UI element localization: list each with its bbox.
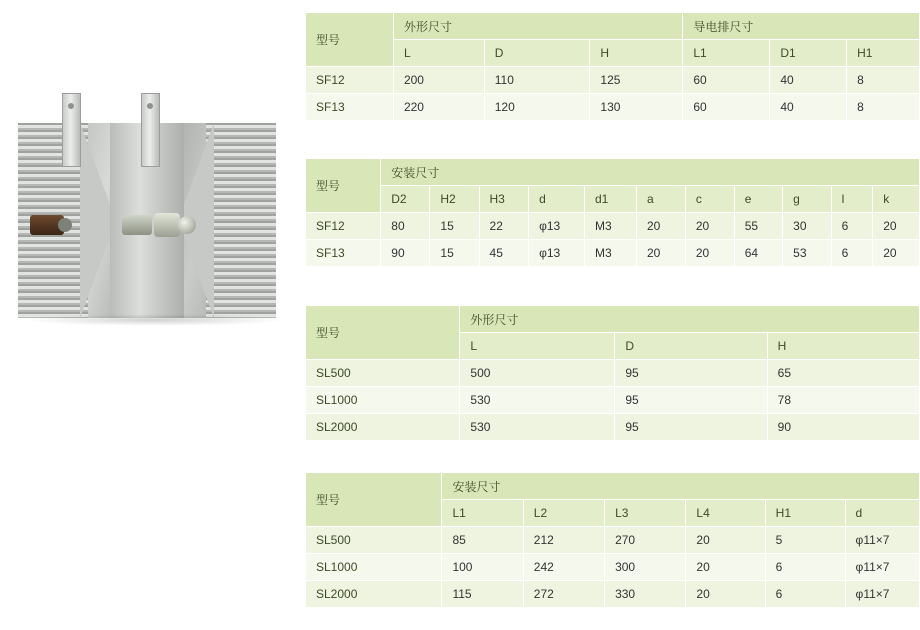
table-row — [306, 94, 920, 121]
table-row-subheader — [306, 40, 920, 67]
col-header-d: d — [845, 500, 919, 527]
cell-value: φ11×7 — [845, 527, 919, 554]
cell-value: φ11×7 — [845, 554, 919, 581]
cell-value: 53 — [783, 240, 831, 267]
table-row — [306, 67, 920, 94]
table-row-header — [306, 306, 920, 333]
col-header-l4: L4 — [686, 500, 765, 527]
col-header-l1: L1 — [442, 500, 523, 527]
heatsink-fins-right — [206, 123, 276, 318]
col-header-e: e — [734, 186, 782, 213]
col-header-c: c — [685, 186, 734, 213]
cell-value: 8 — [847, 67, 920, 94]
col-group-busbar: 导电排尺寸 — [683, 13, 920, 40]
cell-value: 5 — [765, 527, 845, 554]
col-header-l: L — [393, 40, 484, 67]
cell-value: 110 — [484, 67, 590, 94]
cell-value: 60 — [683, 94, 770, 121]
col-group-outline: 外形尺寸 — [460, 306, 920, 333]
cell-value: 300 — [605, 554, 686, 581]
cell-value: 20 — [685, 213, 734, 240]
col-header-h: H — [590, 40, 683, 67]
cell-model: SL1000 — [306, 387, 460, 414]
cell-value: 20 — [637, 213, 686, 240]
col-header-h: H — [767, 333, 919, 360]
col-header-d: d — [529, 186, 585, 213]
terminal-block-right — [154, 213, 180, 237]
cell-value: 500 — [460, 360, 615, 387]
cell-value: 30 — [783, 213, 831, 240]
col-header-l1: L1 — [683, 40, 770, 67]
col-header-h1: H1 — [765, 500, 845, 527]
cell-value: 220 — [393, 94, 484, 121]
table-sl-mounting-wrapper — [305, 472, 920, 608]
cell-value: 6 — [765, 581, 845, 608]
table-row — [306, 554, 920, 581]
cell-value: φ11×7 — [845, 581, 919, 608]
terminal-stud-center — [122, 215, 152, 235]
cell-value: 200 — [393, 67, 484, 94]
col-header-h2: H2 — [430, 186, 479, 213]
cell-value: 125 — [590, 67, 683, 94]
cell-value: 95 — [615, 387, 767, 414]
cell-value: 242 — [523, 554, 604, 581]
table-row — [306, 581, 920, 608]
busbar-left — [62, 93, 81, 167]
cell-value: 45 — [479, 240, 529, 267]
cell-value: 60 — [683, 67, 770, 94]
cell-value: 22 — [479, 213, 529, 240]
cell-value: 20 — [637, 240, 686, 267]
cell-value: 6 — [831, 213, 873, 240]
cell-value: 90 — [381, 240, 430, 267]
col-group-mounting: 安装尺寸 — [442, 473, 920, 500]
col-header-d: D — [484, 40, 590, 67]
table-row — [306, 360, 920, 387]
table-row — [306, 213, 920, 240]
busbar-left-hole — [68, 103, 74, 109]
cell-value: 6 — [831, 240, 873, 267]
table-sf-mounting — [305, 158, 920, 267]
cell-model: SL1000 — [306, 554, 442, 581]
cell-value: 15 — [430, 213, 479, 240]
col-header-d2: D2 — [381, 186, 430, 213]
cell-value: 40 — [770, 67, 847, 94]
cell-value: 64 — [734, 240, 782, 267]
product-photo — [10, 95, 290, 325]
table-row — [306, 387, 920, 414]
cell-model: SF13 — [306, 94, 394, 121]
col-header-model: 型号 — [306, 13, 394, 67]
col-group-outline: 外形尺寸 — [393, 13, 682, 40]
heatsink-assembly-illustration — [18, 123, 276, 318]
table-row-header — [306, 159, 920, 186]
cell-value: 330 — [605, 581, 686, 608]
terminal-nut-left — [58, 218, 72, 232]
cell-value: 40 — [770, 94, 847, 121]
cell-value: 20 — [686, 527, 765, 554]
col-header-h1: H1 — [847, 40, 920, 67]
cell-value: 20 — [686, 581, 765, 608]
cell-value: 65 — [767, 360, 919, 387]
cell-value: 130 — [590, 94, 683, 121]
col-header-model: 型号 — [306, 473, 442, 527]
table-row-header — [306, 473, 920, 500]
cell-value: 8 — [847, 94, 920, 121]
cell-value: 55 — [734, 213, 782, 240]
cell-model: SL2000 — [306, 581, 442, 608]
table-sl-mounting — [305, 472, 920, 608]
terminal-nut-right — [178, 216, 196, 234]
cell-value: φ13 — [529, 213, 585, 240]
cell-value: 20 — [873, 213, 920, 240]
col-header-l: L — [460, 333, 615, 360]
col-header-d1: d1 — [584, 186, 636, 213]
cell-value: 90 — [767, 414, 919, 441]
cell-model: SL500 — [306, 527, 442, 554]
table-sf-mounting-wrapper — [305, 158, 920, 267]
table-sl-outline-wrapper — [305, 305, 920, 441]
cell-value: 115 — [442, 581, 523, 608]
cell-model: SF12 — [306, 67, 394, 94]
table-row — [306, 414, 920, 441]
cell-value: 95 — [615, 414, 767, 441]
col-header-l: l — [831, 186, 873, 213]
table-row-subheader — [306, 186, 920, 213]
busbar-right-hole — [147, 103, 153, 109]
col-header-model: 型号 — [306, 159, 381, 213]
cell-value: 100 — [442, 554, 523, 581]
cell-value: M3 — [584, 240, 636, 267]
col-header-d1: D1 — [770, 40, 847, 67]
cell-value: 80 — [381, 213, 430, 240]
cell-value: 212 — [523, 527, 604, 554]
cell-value: 95 — [615, 360, 767, 387]
cell-model: SL500 — [306, 360, 460, 387]
cell-model: SF13 — [306, 240, 381, 267]
cell-value: 120 — [484, 94, 590, 121]
cell-model: SF12 — [306, 213, 381, 240]
cell-value: 270 — [605, 527, 686, 554]
col-group-mounting: 安装尺寸 — [381, 159, 920, 186]
cell-value: 85 — [442, 527, 523, 554]
col-header-model: 型号 — [306, 306, 460, 360]
col-header-h3: H3 — [479, 186, 529, 213]
cell-value: 20 — [685, 240, 734, 267]
cell-value: 530 — [460, 387, 615, 414]
table-row-header — [306, 13, 920, 40]
busbar-right — [141, 93, 160, 167]
col-header-g: g — [783, 186, 831, 213]
cell-model: SL2000 — [306, 414, 460, 441]
col-header-a: a — [637, 186, 686, 213]
table-sf-outline — [305, 12, 920, 121]
product-shadow — [24, 314, 286, 326]
cell-value: φ13 — [529, 240, 585, 267]
cell-value: 272 — [523, 581, 604, 608]
cell-value: 530 — [460, 414, 615, 441]
table-sf-outline-wrapper — [305, 12, 920, 121]
col-header-k: k — [873, 186, 920, 213]
table-row — [306, 527, 920, 554]
cell-value: 78 — [767, 387, 919, 414]
cell-value: 20 — [686, 554, 765, 581]
col-header-l3: L3 — [605, 500, 686, 527]
cell-value: 6 — [765, 554, 845, 581]
cell-value: 20 — [873, 240, 920, 267]
cell-value: M3 — [584, 213, 636, 240]
cell-value: 15 — [430, 240, 479, 267]
table-row — [306, 240, 920, 267]
table-sl-outline — [305, 305, 920, 441]
col-header-l2: L2 — [523, 500, 604, 527]
col-header-d: D — [615, 333, 767, 360]
